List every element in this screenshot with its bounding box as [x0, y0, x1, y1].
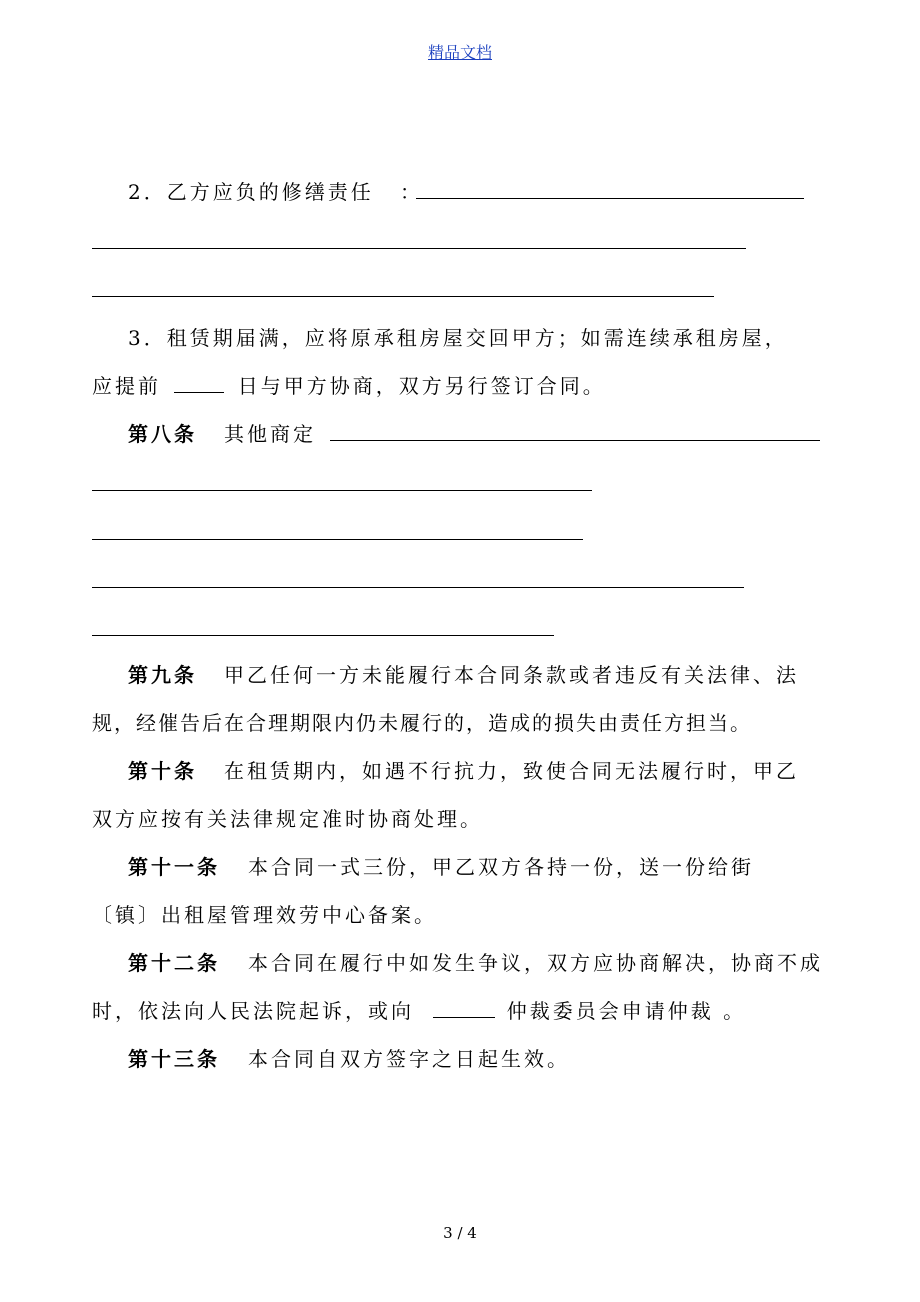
clause-2-colon: ： — [400, 180, 423, 204]
page-number: 3 / 4 — [443, 1224, 477, 1242]
article-9-line-2: 规，经催告后在合理期限内仍未履行的，造成的损失由责任方担当。 — [92, 711, 752, 735]
article-12-line-2-start: 时，依法向人民法院起诉，或向 — [92, 999, 414, 1023]
clause-2-label: 2．乙方应负的修缮责任 — [128, 180, 374, 204]
clause-3-line-2-start: 应提前 — [92, 374, 161, 398]
article-9-title: 第九条 — [128, 663, 197, 687]
article-8-text: 其他商定 — [224, 422, 316, 446]
clause-3-line-2-end: 日与甲方协商，双方另行签订合同。 — [237, 374, 606, 398]
article-10-line-2: 双方应按有关法律规定准时协商处理。 — [92, 807, 483, 831]
article-12-line-1: 本合同在履行中如发生争议，双方应协商解决，协商不成 — [248, 951, 823, 975]
article-12-arbitration-blank — [433, 999, 495, 1018]
article-8-blank-line-2 — [92, 490, 592, 491]
article-8-blank-line-5 — [92, 635, 554, 636]
document-header-title: 精品文档 — [427, 43, 492, 62]
article-12-line-2-end: 仲裁委员会申请仲裁 。 — [506, 999, 747, 1023]
article-11-line-1: 本合同一式三份，甲乙双方各持一份，送一份给街 — [248, 855, 754, 879]
article-10-title: 第十条 — [128, 759, 197, 783]
article-11-title: 第十一条 — [128, 855, 220, 879]
article-8-blank-line-3 — [92, 539, 583, 540]
article-13-text: 本合同自双方签字之日起生效。 — [248, 1047, 570, 1071]
clause-2-blank-line — [416, 198, 804, 199]
clause-3-line-1: 3．租赁期届满，应将原承租房屋交回甲方；如需连续承租房屋， — [128, 326, 788, 350]
article-9-line-1: 甲乙任何一方未能履行本合同条款或者违反有关法律、法 — [224, 663, 799, 687]
article-8-title: 第八条 — [128, 422, 197, 446]
article-10-line-1: 在租赁期内，如遇不行抗力，致使合同无法履行时，甲乙 — [224, 759, 799, 783]
clause-2-blank-line-2 — [92, 248, 746, 249]
article-13-title: 第十三条 — [128, 1047, 220, 1071]
article-8-blank-line — [330, 440, 820, 441]
article-8-blank-line-4 — [92, 587, 744, 588]
article-12-title: 第十二条 — [128, 951, 220, 975]
article-11-line-2: 〔镇〕出租屋管理效劳中心备案。 — [92, 903, 437, 927]
clause-3-days-blank — [174, 374, 224, 393]
clause-2-blank-line-3 — [92, 296, 714, 297]
